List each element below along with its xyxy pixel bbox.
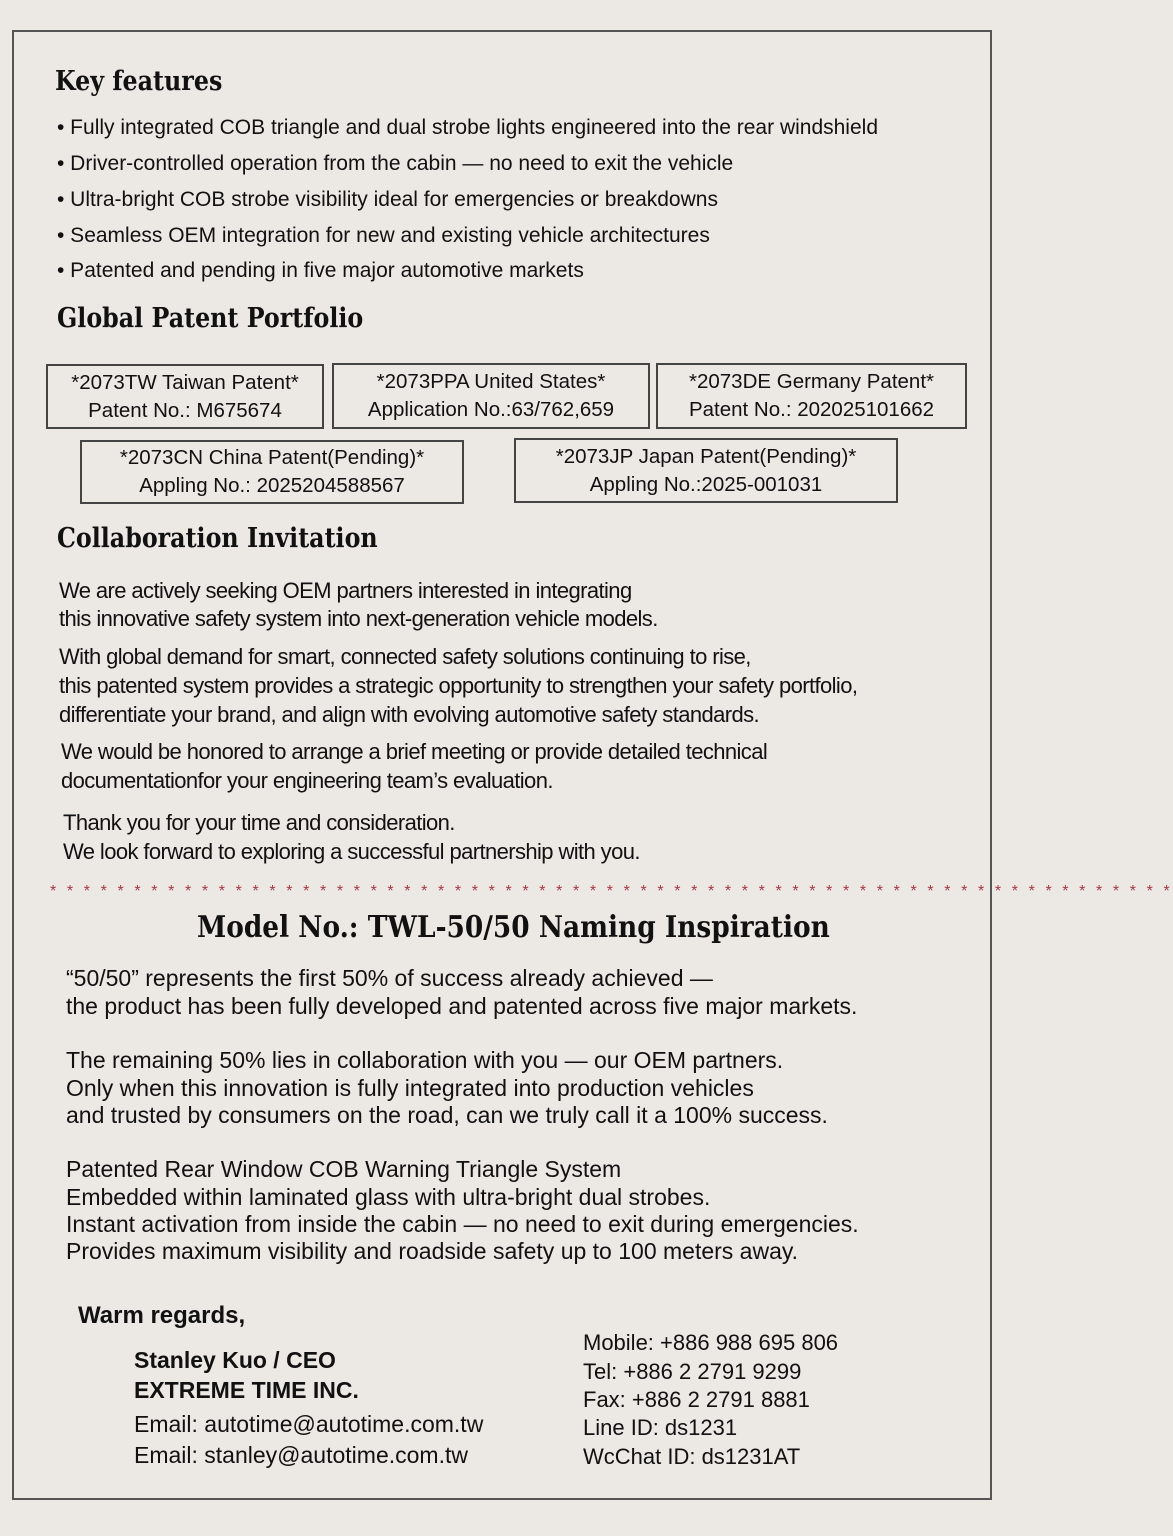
email-link[interactable]: Email: autotime@autotime.com.tw	[134, 1411, 484, 1437]
email-link[interactable]: Email: stanley@autotime.com.tw	[134, 1442, 468, 1468]
model-line: Only when this innovation is fully integrated into production vehicles	[66, 1075, 754, 1101]
collab-line: documentationfor your engineering team’s evaluation.	[61, 768, 553, 793]
feature-item: • Driver-controlled operation from the cabin — no need to exit the vehicle	[57, 152, 734, 175]
patent-title: *2073JP Japan Patent(Pending)*	[555, 444, 857, 468]
line-id: Line ID: ds1231	[583, 1415, 738, 1440]
fax-number: Fax: +886 2 2791 8881	[583, 1387, 810, 1412]
collab-line: We are actively seeking OEM partners interested in integrating	[59, 578, 632, 603]
company-name: EXTREME TIME INC.	[134, 1377, 359, 1403]
tel-number: Tel: +886 2 2791 9299	[583, 1359, 802, 1384]
patent-title: *2073DE Germany Patent*	[689, 370, 934, 393]
patent-title: *2073CN China Patent(Pending)*	[119, 446, 425, 469]
patent-title: *2073PPA United States*	[376, 370, 606, 393]
wechat-id: WcChat ID: ds1231AT	[583, 1444, 801, 1469]
collab-line: Thank you for your time and consideration.	[63, 810, 455, 835]
model-line: “50/50” represents the first 50% of success already achieved —	[66, 965, 713, 991]
model-line: Patented Rear Window COB Warning Triangle System	[66, 1156, 622, 1182]
model-line: Instant activation from inside the cabin — no need to exit during emergencies.	[66, 1211, 859, 1237]
collab-line: With global demand for smart, connected safety solutions continuing to rise,	[59, 644, 751, 669]
model-line: the product has been fully developed and patented across five major markets.	[66, 993, 858, 1019]
patent-number: Patent No.: 202025101662	[688, 398, 935, 421]
collab-line: differentiate your brand, and align with evolving automotive safety standards.	[59, 702, 760, 727]
feature-item: • Seamless OEM integration for new and existing vehicle architectures	[57, 224, 710, 247]
greeting: Warm regards,	[78, 1302, 246, 1329]
model-line: Provides maximum visibility and roadside safety up to 100 meters away.	[66, 1238, 799, 1264]
patent-portfolio-heading: Global Patent Portfolio	[57, 303, 364, 334]
collaboration-heading: Collaboration Invitation	[57, 523, 378, 554]
patent-box-us	[332, 363, 650, 429]
patent-number: Application No.:63/762,659	[367, 398, 615, 421]
patent-box-japan	[514, 438, 898, 503]
model-line: The remaining 50% lies in collaboration with you — our OEM partners.	[66, 1047, 784, 1073]
collab-line: this patented system provides a strategic opportunity to strengthen your safety portfolio,	[59, 673, 858, 698]
model-line: and trusted by consumers on the road, can we truly call it a 100% success.	[66, 1102, 828, 1128]
model-line: Embedded within laminated glass with ultra-bright dual strobes.	[66, 1184, 711, 1210]
patent-box-china	[80, 440, 464, 504]
key-features-heading: Key features	[55, 66, 223, 97]
feature-item: • Fully integrated COB triangle and dual strobe lights engineered into the rear windshield	[57, 116, 878, 139]
feature-item: • Ultra-bright COB strobe visibility ideal for emergencies or breakdowns	[57, 188, 718, 211]
patent-number: Appling No.: 2025204588567	[139, 474, 405, 497]
mobile-number: Mobile: +886 988 695 806	[583, 1330, 839, 1355]
signer-name: Stanley Kuo / CEO	[134, 1347, 336, 1373]
collab-line: We look forward to exploring a successful partnership with you.	[63, 839, 640, 864]
patent-number: Patent No.: M675674	[88, 398, 282, 422]
model-heading: Model No.: TWL-50/50 Naming Inspiration	[197, 910, 830, 945]
document-frame	[12, 30, 1173, 1500]
patent-box-germany	[656, 363, 967, 429]
patent-title: *2073TW Taiwan Patent*	[71, 370, 299, 394]
patent-number: Appling No.:2025-001031	[589, 472, 823, 496]
feature-item: • Patented and pending in five major automotive markets	[57, 259, 584, 282]
star-divider: * * * * * * * * * * * * * * * * * * * * * * * * * * * * * * * * * * * * * * * * * * * * * * * * * * * * * * * * * * * * * * * * * * *	[50, 883, 1173, 900]
patent-box-taiwan	[46, 364, 324, 429]
collab-line: this innovative safety system into next-generation vehicle models.	[59, 606, 658, 631]
collab-line: We would be honored to arrange a brief meeting or provide detailed technical	[61, 739, 768, 764]
